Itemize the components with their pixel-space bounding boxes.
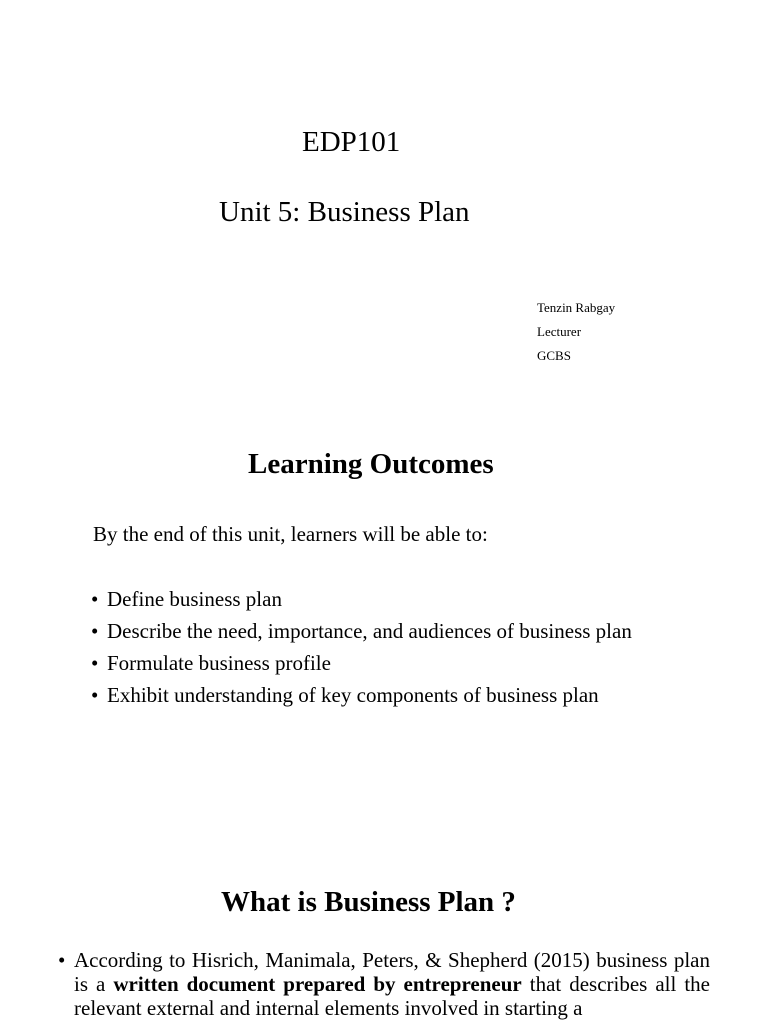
learning-outcomes-heading: Learning Outcomes <box>248 448 494 480</box>
bullet-marker: • <box>58 948 66 972</box>
definition-text-end: that describes all the relevant external and internal elements involved in starting a <box>74 972 710 1020</box>
definition-text-start: According to Hisrich, Manimala, Peters, & Shepherd (2015) business plan is a <box>74 948 710 996</box>
list-item-text: Exhibit understanding of key components of business plan <box>107 683 599 707</box>
bullet-marker: • <box>91 619 99 643</box>
bullet-marker: • <box>91 651 99 675</box>
definition-paragraph <box>58 948 710 1020</box>
learning-outcomes-list <box>91 584 632 712</box>
business-plan-heading: What is Business Plan ? <box>221 886 516 918</box>
definition-bold-text: written document prepared by entrepreneur <box>113 972 522 996</box>
course-code: EDP101 <box>302 126 401 158</box>
author-name: Tenzin Rabgay <box>537 300 616 315</box>
bullet-marker: • <box>91 587 99 611</box>
list-item <box>91 584 632 616</box>
list-item-text: Define business plan <box>107 587 282 611</box>
author-block <box>537 298 615 370</box>
list-item <box>91 648 632 680</box>
list-item <box>91 680 632 712</box>
list-item-text: Describe the need, importance, and audiences of business plan <box>107 619 632 643</box>
list-item <box>91 616 632 648</box>
business-plan-definition <box>58 948 710 1020</box>
unit-title: Unit 5: Business Plan <box>219 196 470 228</box>
bullet-marker: • <box>91 683 99 707</box>
list-item-text: Formulate business profile <box>107 651 331 675</box>
learning-outcomes-intro: By the end of this unit, learners will be able to: <box>93 522 488 546</box>
author-role: Lecturer <box>537 324 582 339</box>
author-institution: GCBS <box>537 348 571 363</box>
